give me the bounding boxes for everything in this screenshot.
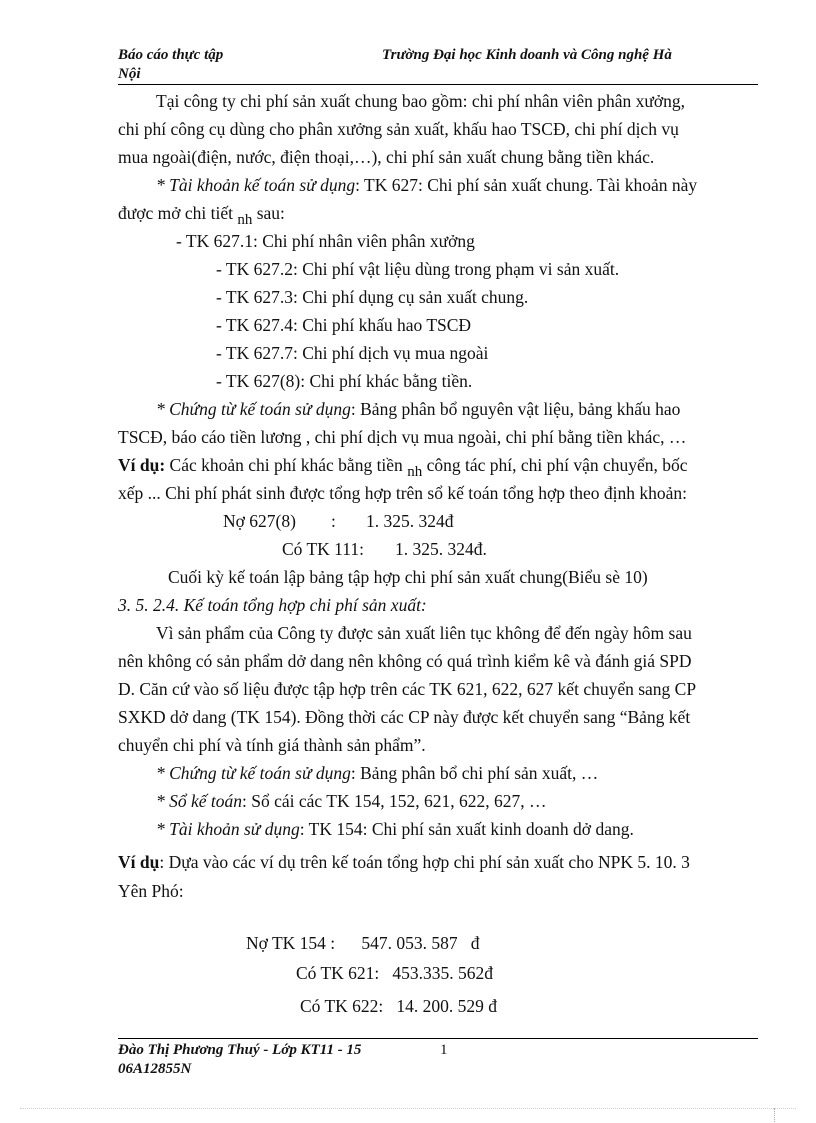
entry2-debit: Nợ TK 154 : 547. 053. 587 đ (246, 933, 480, 953)
header-right: Trường Đại học Kinh doanh và Công nghệ Hà (382, 47, 672, 63)
account-label: * Tài khoản kế toán sử dụng (156, 175, 356, 195)
para1-line3: mua ngoài(điện, nước, điện thoại,…), chi phí sản xuất chung bằng tiền khác. (118, 147, 655, 167)
voucher-line: * Chứng từ kế toán sử dụng: Bảng phân bổ nguyên vật liệu, bảng khấu hao (156, 399, 681, 419)
example1-label: Ví dụ: (118, 455, 166, 475)
para2-line1: Vì sản phẩm của Công ty được sản xuất liên tục không để đến ngày hôm sau (156, 623, 692, 643)
header-rule (118, 84, 758, 85)
voucher2-line: * Chứng từ kế toán sử dụng: Bảng phân bổ chi phí sản xuất, … (156, 763, 599, 783)
para2-line3: D. Căn cứ vào số liệu được tập hợp trên các TK 621, 622, 627 kết chuyển sang CP (118, 679, 697, 699)
entry1-credit-amount: 1. 325. 324đ. (395, 539, 487, 559)
footer-student-id: 06A12855N (118, 1061, 192, 1077)
entry2-credit-622: Có TK 622: 14. 200. 529 đ (300, 996, 498, 1016)
account2-line: * Tài khoản sử dụng: TK 154: Chi phí sản xuất kinh doanh dở dang. (156, 819, 634, 839)
header-left-line2: Nội (118, 66, 141, 82)
para2-line2: nên không có sản phẩm dở dang nên không có quá trình kiểm kê và đánh giá SPD (118, 651, 692, 671)
account-line2: được mở chi tiết nh sau: (118, 203, 285, 228)
entry1-debit-sep: : (331, 511, 336, 531)
period-end-note: Cuối kỳ kế toán lập bảng tập hợp chi phí sản xuất chung(Biểu sè 10) (168, 567, 648, 587)
list-item: - TK 627.1: Chi phí nhân viên phân xưởng (176, 231, 475, 251)
example2-label: Ví dụ (118, 852, 160, 872)
list-item: - TK 627.3: Chi phí dụng cụ sản xuất chung. (216, 287, 529, 307)
para2-line5: chuyển chi phí và tính giá thành sản phẩm”. (118, 735, 426, 755)
example1-line2: xếp ... Chi phí phát sinh được tổng hợp trên sổ kế toán tổng hợp theo định khoản: (118, 483, 687, 503)
page-number: 1 (440, 1042, 448, 1058)
page-edge-guide-vertical (774, 1108, 775, 1122)
entry2-credit-621: Có TK 621: 453.335. 562đ (296, 963, 494, 983)
list-item: - TK 627(8): Chi phí khác bằng tiền. (216, 371, 473, 391)
para1-line1: Tại công ty chi phí sản xuất chung bao gồm: chi phí nhân viên phân xưởng, (156, 91, 686, 111)
list-item: - TK 627.7: Chi phí dịch vụ mua ngoài (216, 343, 489, 363)
section-heading: 3. 5. 2.4. Kế toán tổng hợp chi phí sản xuất: (118, 595, 427, 615)
example1-line: Ví dụ: Các khoản chi phí khác bằng tiền nh công tác phí, chi phí vận chuyển, bốc (118, 455, 688, 480)
footer-rule (118, 1038, 758, 1039)
account-text: : TK 627: Chi phí sản xuất chung. Tài khoản này (355, 175, 698, 195)
entry1-debit-account: Nợ 627(8) (223, 511, 296, 531)
para2-line4: SXKD dở dang (TK 154). Đồng thời các CP này được kết chuyển sang “Bảng kết (118, 707, 691, 727)
ledger-line: * Sổ kế toán: Sổ cái các TK 154, 152, 621, 622, 627, … (156, 791, 547, 811)
list-item: - TK 627.4: Chi phí khấu hao TSCĐ (216, 315, 472, 335)
list-item: - TK 627.2: Chi phí vật liệu dùng trong phạm vi sản xuất. (216, 259, 620, 279)
example2-line2: Yên Phó: (118, 881, 184, 901)
header-left: Báo cáo thực tập (118, 47, 224, 63)
entry1-debit-amount: 1. 325. 324đ (366, 511, 454, 531)
account-line (156, 175, 697, 196)
entry1-credit-account: Có TK 111: (282, 539, 364, 559)
para1-line2: chi phí công cụ dùng cho phân xưởng sản xuất, khấu hao TSCĐ, chi phí dịch vụ (118, 119, 679, 139)
voucher-line2: TSCĐ, báo cáo tiền lương , chi phí dịch vụ mua ngoài, chi phí bằng tiền khác, … (118, 427, 687, 447)
page-edge-guide (20, 1108, 796, 1109)
voucher-label: * Chứng từ kế toán sử dụng (156, 399, 351, 419)
example2-line: Ví dụ: Dựa vào các ví dụ trên kế toán tổng hợp chi phí sản xuất cho NPK 5. 10. 3 (118, 852, 690, 872)
footer-author: Đào Thị Phương Thuý - Lớp KT11 - 15 (118, 1042, 362, 1058)
